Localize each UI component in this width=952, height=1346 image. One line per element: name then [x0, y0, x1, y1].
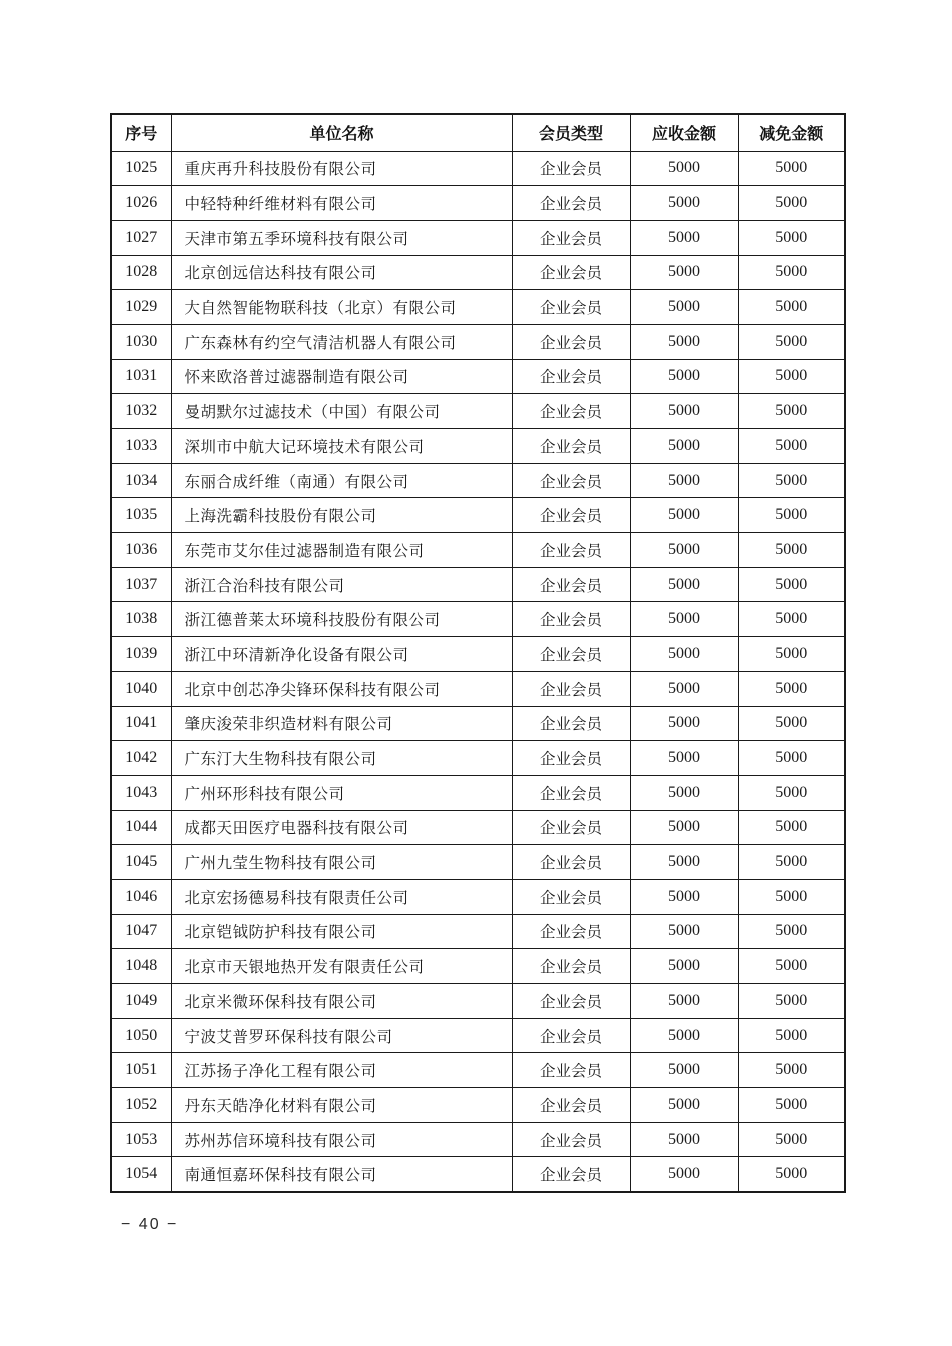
row-amount-due: 5000 — [630, 1157, 738, 1192]
row-amount-due: 5000 — [630, 567, 738, 602]
table-row — [111, 949, 845, 984]
table-row — [111, 498, 845, 533]
table-row — [111, 845, 845, 880]
header-company-name: 单位名称 — [171, 114, 512, 151]
row-company-name: 曼胡默尔过滤技术（中国）有限公司 — [171, 394, 512, 429]
table-row — [111, 671, 845, 706]
row-serial-number: 1053 — [111, 1122, 171, 1157]
row-member-type: 企业会员 — [512, 602, 630, 637]
row-member-type: 企业会员 — [512, 255, 630, 290]
row-company-name: 重庆再升科技股份有限公司 — [171, 151, 512, 186]
row-serial-number: 1045 — [111, 845, 171, 880]
table-row — [111, 186, 845, 221]
table-header — [111, 114, 845, 151]
row-amount-due: 5000 — [630, 429, 738, 464]
header-member-type: 会员类型 — [512, 114, 630, 151]
row-amount-waived: 5000 — [738, 359, 845, 394]
membership-fee-table — [110, 113, 846, 1193]
row-serial-number: 1043 — [111, 775, 171, 810]
row-company-name: 北京铠钺防护科技有限公司 — [171, 914, 512, 949]
row-amount-due: 5000 — [630, 1053, 738, 1088]
row-amount-waived: 5000 — [738, 810, 845, 845]
row-amount-due: 5000 — [630, 637, 738, 672]
row-amount-waived: 5000 — [738, 324, 845, 359]
row-company-name: 北京市天银地热开发有限责任公司 — [171, 949, 512, 984]
row-member-type: 企业会员 — [512, 741, 630, 776]
row-company-name: 浙江中环清新净化设备有限公司 — [171, 637, 512, 672]
row-amount-waived: 5000 — [738, 637, 845, 672]
row-amount-due: 5000 — [630, 949, 738, 984]
row-amount-waived: 5000 — [738, 1018, 845, 1053]
row-amount-due: 5000 — [630, 602, 738, 637]
row-amount-due: 5000 — [630, 359, 738, 394]
row-member-type: 企业会员 — [512, 533, 630, 568]
row-amount-due: 5000 — [630, 775, 738, 810]
row-member-type: 企业会员 — [512, 498, 630, 533]
row-member-type: 企业会员 — [512, 637, 630, 672]
table-row — [111, 706, 845, 741]
row-amount-due: 5000 — [630, 706, 738, 741]
row-amount-waived: 5000 — [738, 290, 845, 325]
row-amount-due: 5000 — [630, 671, 738, 706]
row-amount-waived: 5000 — [738, 914, 845, 949]
table-row — [111, 602, 845, 637]
row-amount-waived: 5000 — [738, 1122, 845, 1157]
row-member-type: 企业会员 — [512, 567, 630, 602]
row-company-name: 深圳市中航大记环境技术有限公司 — [171, 429, 512, 464]
row-amount-waived: 5000 — [738, 533, 845, 568]
row-amount-due: 5000 — [630, 533, 738, 568]
row-member-type: 企业会员 — [512, 879, 630, 914]
row-member-type: 企业会员 — [512, 810, 630, 845]
row-serial-number: 1049 — [111, 984, 171, 1019]
table-row — [111, 1053, 845, 1088]
row-serial-number: 1052 — [111, 1088, 171, 1123]
row-amount-due: 5000 — [630, 810, 738, 845]
row-company-name: 苏州苏信环境科技有限公司 — [171, 1122, 512, 1157]
row-company-name: 成都天田医疗电器科技有限公司 — [171, 810, 512, 845]
row-amount-waived: 5000 — [738, 845, 845, 880]
table-row — [111, 255, 845, 290]
row-member-type: 企业会员 — [512, 984, 630, 1019]
row-company-name: 广东森林有约空气清洁机器人有限公司 — [171, 324, 512, 359]
row-company-name: 怀来欧洛普过滤器制造有限公司 — [171, 359, 512, 394]
row-serial-number: 1026 — [111, 186, 171, 221]
row-company-name: 浙江德普莱太环境科技股份有限公司 — [171, 602, 512, 637]
table-row — [111, 914, 845, 949]
row-serial-number: 1029 — [111, 290, 171, 325]
table-row — [111, 741, 845, 776]
row-amount-waived: 5000 — [738, 706, 845, 741]
row-serial-number: 1034 — [111, 463, 171, 498]
row-member-type: 企业会员 — [512, 1053, 630, 1088]
row-amount-waived: 5000 — [738, 255, 845, 290]
row-amount-waived: 5000 — [738, 151, 845, 186]
row-member-type: 企业会员 — [512, 706, 630, 741]
row-amount-waived: 5000 — [738, 984, 845, 1019]
row-serial-number: 1039 — [111, 637, 171, 672]
row-company-name: 南通恒嘉环保科技有限公司 — [171, 1157, 512, 1192]
row-serial-number: 1035 — [111, 498, 171, 533]
row-member-type: 企业会员 — [512, 290, 630, 325]
row-company-name: 东丽合成纤维（南通）有限公司 — [171, 463, 512, 498]
table-row — [111, 324, 845, 359]
table-row — [111, 637, 845, 672]
row-amount-waived: 5000 — [738, 1157, 845, 1192]
row-amount-waived: 5000 — [738, 602, 845, 637]
row-member-type: 企业会员 — [512, 1018, 630, 1053]
row-amount-due: 5000 — [630, 1088, 738, 1123]
row-serial-number: 1032 — [111, 394, 171, 429]
row-serial-number: 1054 — [111, 1157, 171, 1192]
row-amount-due: 5000 — [630, 255, 738, 290]
row-member-type: 企业会员 — [512, 775, 630, 810]
row-amount-due: 5000 — [630, 741, 738, 776]
row-company-name: 天津市第五季环境科技有限公司 — [171, 220, 512, 255]
row-member-type: 企业会员 — [512, 429, 630, 464]
row-amount-waived: 5000 — [738, 394, 845, 429]
table-row — [111, 151, 845, 186]
row-serial-number: 1027 — [111, 220, 171, 255]
row-member-type: 企业会员 — [512, 914, 630, 949]
row-company-name: 丹东天皓净化材料有限公司 — [171, 1088, 512, 1123]
table-body — [111, 151, 845, 1192]
row-member-type: 企业会员 — [512, 324, 630, 359]
row-member-type: 企业会员 — [512, 220, 630, 255]
table-row — [111, 463, 845, 498]
row-serial-number: 1050 — [111, 1018, 171, 1053]
table-row — [111, 567, 845, 602]
row-amount-waived: 5000 — [738, 567, 845, 602]
row-company-name: 上海洗霸科技股份有限公司 — [171, 498, 512, 533]
row-serial-number: 1031 — [111, 359, 171, 394]
row-company-name: 宁波艾普罗环保科技有限公司 — [171, 1018, 512, 1053]
row-amount-due: 5000 — [630, 394, 738, 429]
row-serial-number: 1047 — [111, 914, 171, 949]
row-serial-number: 1048 — [111, 949, 171, 984]
row-member-type: 企业会员 — [512, 151, 630, 186]
row-amount-waived: 5000 — [738, 498, 845, 533]
row-serial-number: 1030 — [111, 324, 171, 359]
row-amount-waived: 5000 — [738, 1088, 845, 1123]
table-row — [111, 810, 845, 845]
row-company-name: 江苏扬子净化工程有限公司 — [171, 1053, 512, 1088]
row-serial-number: 1036 — [111, 533, 171, 568]
row-serial-number: 1042 — [111, 741, 171, 776]
row-amount-due: 5000 — [630, 845, 738, 880]
row-amount-waived: 5000 — [738, 949, 845, 984]
row-member-type: 企业会员 — [512, 1122, 630, 1157]
row-serial-number: 1025 — [111, 151, 171, 186]
row-amount-waived: 5000 — [738, 429, 845, 464]
row-amount-waived: 5000 — [738, 220, 845, 255]
row-serial-number: 1028 — [111, 255, 171, 290]
table-row — [111, 1122, 845, 1157]
table-row — [111, 1157, 845, 1192]
row-member-type: 企业会员 — [512, 845, 630, 880]
row-amount-waived: 5000 — [738, 775, 845, 810]
header-amount-due: 应收金额 — [630, 114, 738, 151]
table-row — [111, 290, 845, 325]
row-amount-due: 5000 — [630, 984, 738, 1019]
row-company-name: 浙江合治科技有限公司 — [171, 567, 512, 602]
row-amount-due: 5000 — [630, 1122, 738, 1157]
row-serial-number: 1033 — [111, 429, 171, 464]
row-member-type: 企业会员 — [512, 394, 630, 429]
row-amount-due: 5000 — [630, 879, 738, 914]
row-company-name: 北京中创芯净尖锋环保科技有限公司 — [171, 671, 512, 706]
table-row — [111, 984, 845, 1019]
page-number: − 40 − — [121, 1216, 179, 1233]
row-amount-waived: 5000 — [738, 879, 845, 914]
row-amount-due: 5000 — [630, 151, 738, 186]
row-company-name: 东莞市艾尔佳过滤器制造有限公司 — [171, 533, 512, 568]
table-row — [111, 1018, 845, 1053]
row-amount-due: 5000 — [630, 463, 738, 498]
row-member-type: 企业会员 — [512, 186, 630, 221]
row-company-name: 中轻特种纤维材料有限公司 — [171, 186, 512, 221]
row-company-name: 广州九莹生物科技有限公司 — [171, 845, 512, 880]
row-amount-due: 5000 — [630, 186, 738, 221]
table-row — [111, 220, 845, 255]
row-amount-waived: 5000 — [738, 1053, 845, 1088]
row-amount-due: 5000 — [630, 290, 738, 325]
row-serial-number: 1051 — [111, 1053, 171, 1088]
row-serial-number: 1041 — [111, 706, 171, 741]
table-row — [111, 359, 845, 394]
row-serial-number: 1044 — [111, 810, 171, 845]
row-amount-due: 5000 — [630, 498, 738, 533]
row-amount-waived: 5000 — [738, 463, 845, 498]
row-serial-number: 1046 — [111, 879, 171, 914]
table-row — [111, 429, 845, 464]
row-member-type: 企业会员 — [512, 1157, 630, 1192]
row-serial-number: 1037 — [111, 567, 171, 602]
row-amount-waived: 5000 — [738, 671, 845, 706]
row-member-type: 企业会员 — [512, 949, 630, 984]
row-company-name: 北京创远信达科技有限公司 — [171, 255, 512, 290]
row-company-name: 广州环形科技有限公司 — [171, 775, 512, 810]
row-amount-due: 5000 — [630, 220, 738, 255]
row-member-type: 企业会员 — [512, 359, 630, 394]
row-company-name: 北京宏扬德易科技有限责任公司 — [171, 879, 512, 914]
table-header-row — [111, 114, 845, 151]
table-row — [111, 1088, 845, 1123]
row-member-type: 企业会员 — [512, 671, 630, 706]
row-company-name: 广东汀大生物科技有限公司 — [171, 741, 512, 776]
row-member-type: 企业会员 — [512, 463, 630, 498]
row-company-name: 大自然智能物联科技（北京）有限公司 — [171, 290, 512, 325]
row-company-name: 肇庆浚荣非织造材料有限公司 — [171, 706, 512, 741]
row-serial-number: 1040 — [111, 671, 171, 706]
header-amount-waived: 减免金额 — [738, 114, 845, 151]
row-amount-due: 5000 — [630, 324, 738, 359]
table-row — [111, 879, 845, 914]
row-amount-waived: 5000 — [738, 186, 845, 221]
table-row — [111, 394, 845, 429]
table-row — [111, 775, 845, 810]
table-row — [111, 533, 845, 568]
row-member-type: 企业会员 — [512, 1088, 630, 1123]
row-amount-due: 5000 — [630, 1018, 738, 1053]
membership-fee-table-container — [110, 113, 844, 1193]
row-serial-number: 1038 — [111, 602, 171, 637]
header-serial-number: 序号 — [111, 114, 171, 151]
row-company-name: 北京米微环保科技有限公司 — [171, 984, 512, 1019]
row-amount-waived: 5000 — [738, 741, 845, 776]
row-amount-due: 5000 — [630, 914, 738, 949]
